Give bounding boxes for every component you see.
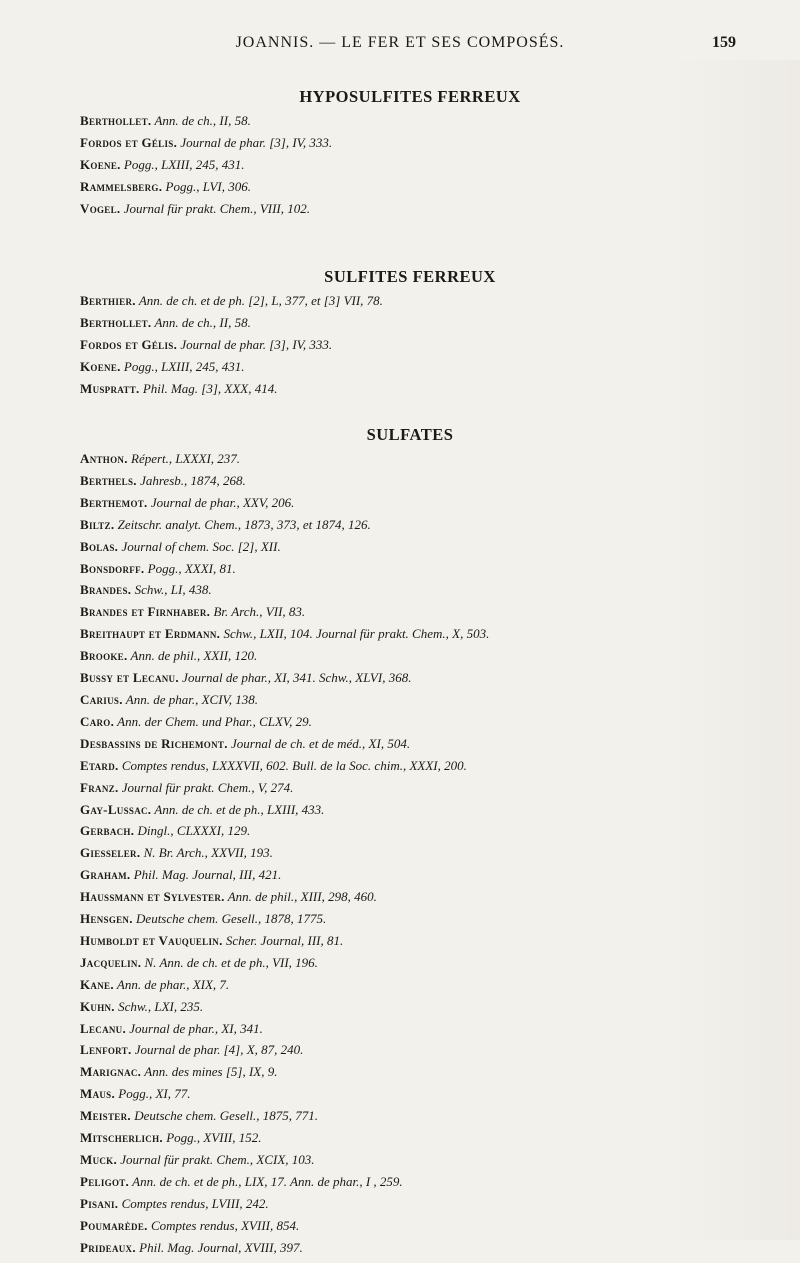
list-item [80,312,740,334]
list-item [80,579,740,601]
author: Meister. [80,1108,131,1124]
author: Bonsdorff. [80,560,145,576]
list-item [80,1149,740,1171]
author: Berthier. [80,293,136,308]
reference: Phil. Mag. [3], XXX, 414. [139,380,278,396]
author: Giesseler. [80,845,141,861]
author: Berthemot. [80,494,148,510]
author: Vogel. [80,200,121,216]
author: Pisani. [80,1195,119,1211]
list-item [80,378,740,400]
reference: Journal für prakt. Chem., VIII, 102. [120,200,311,216]
list-item [80,334,740,356]
author: Desbassins de Richemont. [80,735,228,751]
author: Berthollet. [80,314,152,330]
list-item [80,1127,740,1149]
reference: Journal de phar. [4], X, 87, 240. [131,1042,304,1058]
reference: Journal für prakt. Chem., XCIX, 103. [117,1152,315,1167]
section-title: SULFITES FERREUX [324,267,496,286]
reference: Ann. de phar., XIX, 7. [113,976,230,992]
reference: N. Ann. de ch. et de ph., VII, 196. [141,954,318,970]
author: Marignac. [80,1064,142,1080]
list-item [80,996,740,1018]
author: Etard. [80,757,119,773]
reference: Ann. de ch., II, 58. [151,314,251,330]
list-item [80,558,740,580]
reference: Ann. de ch. et de ph. [2], L, 377, et [3] VII, 78. [135,293,383,308]
section-sulfates [80,422,740,1259]
list-item [80,645,740,667]
author: Brandes et Firnhaber. [80,604,211,620]
author: Rammelsberg. [80,178,163,194]
list-item [80,176,740,198]
list-item [80,1018,740,1040]
author: Kuhn. [80,998,115,1014]
author: Fordos et Gélis. [80,336,178,352]
list-item [80,820,740,842]
reference: Jahresb., 1874, 268. [136,472,246,488]
entry-list [80,110,740,220]
reference: Ann. de ch., II, 58. [151,113,251,128]
reference: Ann. der Chem. und Phar., CLXV, 29. [114,713,312,729]
author: Biltz. [80,516,115,532]
reference: N. Br. Arch., XXVII, 193. [140,845,273,861]
list-item [80,1105,740,1127]
list-item [80,132,740,154]
author: Gerbach. [80,823,135,839]
list-item [80,601,740,623]
author: Brooke. [80,648,128,664]
list-item [80,356,740,378]
list-item [80,623,740,645]
list-item [80,448,740,470]
reference: Pogg., LXIII, 245, 431. [120,358,245,374]
section-title: HYPOSULFITES FERREUX [299,87,521,106]
list-item [80,154,740,176]
author: Carius. [80,691,123,707]
reference: Ann. de phil., XXII, 120. [127,648,258,664]
reference: Br. Arch., VII, 83. [210,604,306,620]
reference: Dingl., CLXXXI, 129. [134,823,251,839]
reference: Zeitschr. analyt. Chem., 1873, 373, et 1874, 126. [114,516,371,532]
author: Hensgen. [80,911,133,927]
reference: Journal de phar., XXV, 206. [147,494,295,510]
reference: Ann. de ch. et de ph., LIX, 17. Ann. de phar., I , 259. [129,1173,403,1189]
list-item [80,514,740,536]
reference: Comptes rendus, XVIII, 854. [147,1217,300,1233]
reference: Ann. des mines [5], IX, 9. [141,1064,278,1080]
list-item [80,930,740,952]
author: Berthollet. [80,113,152,128]
reference: Schw., LXII, 104. Journal für prakt. Chem., X, 503. [220,626,490,642]
list-item [80,952,740,974]
author: Lecanu. [80,1020,127,1036]
reference: Schw., LXI, 235. [114,998,204,1014]
list-item [80,1237,740,1259]
list-item [80,110,740,132]
list-item [80,733,740,755]
list-item [80,536,740,558]
author: Peligot. [80,1173,130,1189]
reference: Journal de phar., XI, 341. [126,1020,263,1036]
reference: Pogg., XI, 77. [115,1086,191,1102]
author: Haussmann et Sylvester. [80,889,225,905]
author: Koene. [80,358,121,374]
author: Berthels. [80,472,137,488]
reference: Journal de ch. et de méd., XI, 504. [227,735,411,751]
list-item [80,1193,740,1215]
reference: Scher. Journal, III, 81. [222,932,344,948]
reference: Répert., LXXXI, 237. [127,451,241,466]
author: Jacquelin. [80,954,142,970]
reference: Phil. Mag. Journal, XVIII, 397. [135,1239,303,1255]
list-item [80,908,740,930]
author: Maus. [80,1086,116,1102]
reference: Comptes rendus, LVIII, 242. [118,1195,269,1211]
reference: Comptes rendus, LXXXVII, 602. Bull. de la Soc. chim., XXXI, 200. [118,757,467,773]
list-item [80,1061,740,1083]
list-item [80,198,740,220]
author: Fordos et Gélis. [80,134,178,150]
list-item [80,755,740,777]
author: Anthon. [80,451,128,466]
running-head: JOANNIS. — LE FER ET SES COMPOSÉS. [235,34,565,51]
author: Caro. [80,713,115,729]
section-sulfites [80,264,740,400]
list-item [80,290,740,312]
author: Mitscherlich. [80,1130,163,1146]
list-item [80,470,740,492]
reference: Journal de phar. [3], IV, 333. [177,336,333,352]
reference: Journal de phar., XI, 341. Schw., XLVI, 368. [178,670,412,686]
list-item [80,799,740,821]
reference: Journal of chem. Soc. [2], XII. [118,538,281,554]
reference: Deutsche chem. Gesell., 1878, 1775. [132,911,327,927]
reference: Deutsche chem. Gesell., 1875, 771. [130,1108,318,1124]
list-item [80,492,740,514]
author: Gay-Lussac. [80,801,152,817]
reference: Journal de phar. [3], IV, 333. [177,134,333,150]
reference: Pogg., LXIII, 245, 431. [120,156,245,172]
reference: Pogg., XVIII, 152. [162,1130,262,1146]
reference: Pogg., LVI, 306. [162,178,251,194]
page-header [0,34,800,58]
author: Muck. [80,1152,118,1167]
list-item [80,1215,740,1237]
reference: Ann. de ch. et de ph., LXIII, 433. [151,801,325,817]
author: Franz. [80,779,119,795]
author: Brandes. [80,582,132,598]
list-item [80,864,740,886]
author: Breithaupt et Erdmann. [80,626,221,642]
section-title: SULFATES [366,425,454,444]
reference: Phil. Mag. Journal, III, 421. [130,867,282,883]
entry-list [80,290,740,400]
reference: Journal für prakt. Chem., V, 274. [118,779,294,795]
reference: Ann. de phar., XCIV, 138. [122,691,259,707]
list-item [80,974,740,996]
author: Muspratt. [80,380,140,396]
author: Bussy et Lecanu. [80,670,179,686]
author: Bolas. [80,538,119,554]
reference: Ann. de phil., XIII, 298, 460. [224,889,377,905]
author: Koene. [80,156,121,172]
page-number: 159 [712,34,736,51]
list-item [80,689,740,711]
section-hyposulfites [80,84,740,220]
list-item [80,1083,740,1105]
list-item [80,1039,740,1061]
author: Graham. [80,867,131,883]
author: Kane. [80,976,114,992]
list-item [80,1171,740,1193]
list-item [80,842,740,864]
entry-list [80,448,740,1259]
list-item [80,777,740,799]
reference: Pogg., XXXI, 81. [144,560,236,576]
reference: Schw., LI, 438. [131,582,212,598]
list-item [80,886,740,908]
author: Lenfort. [80,1042,132,1058]
author: Humboldt et Vauquelin. [80,932,223,948]
list-item [80,667,740,689]
author: Poumarède. [80,1217,148,1233]
author: Prideaux. [80,1239,136,1255]
list-item [80,711,740,733]
